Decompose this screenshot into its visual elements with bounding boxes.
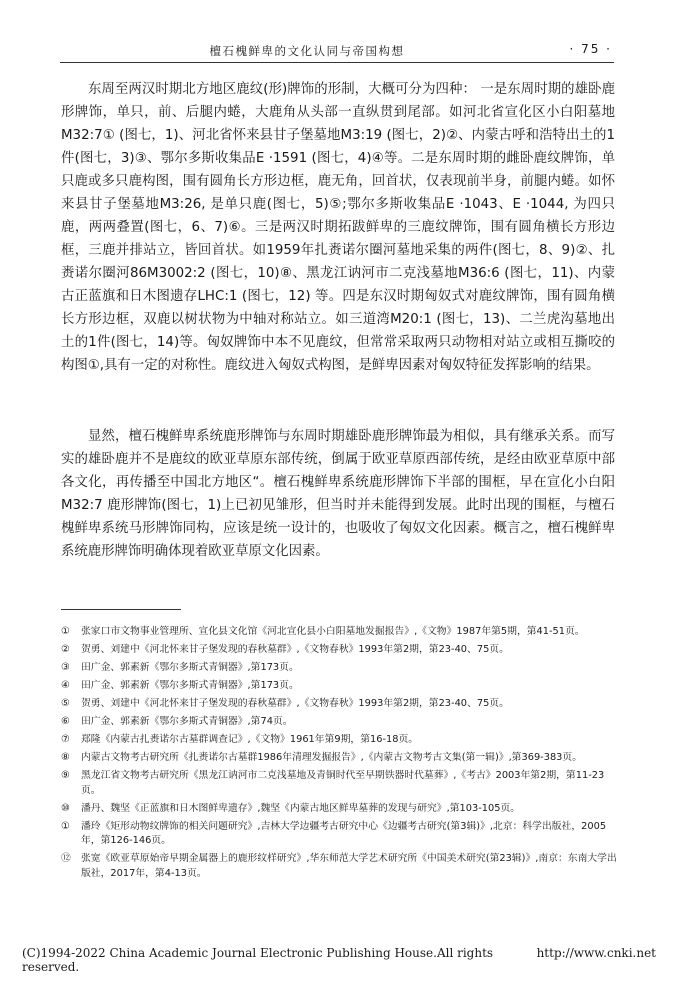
footnote-marker: ①	[61, 626, 70, 637]
footnote-marker: ②	[61, 644, 70, 655]
publisher-url[interactable]: http://www.cnki.net	[536, 946, 656, 960]
footnote-marker: ⑥	[61, 716, 70, 727]
copyright-footer	[22, 946, 656, 974]
page-number: · 75 ·	[569, 42, 612, 56]
footnote-text: 田广金、郭素新《鄂尔多斯式青铜器》,第173页。	[81, 680, 299, 691]
copyright-notice: (C)1994-2022 China Academic Journal Electronic Publishing House.All rights reserved.	[22, 946, 494, 974]
footnote-text: 田广金、郭素新《鄂尔多斯式青铜器》,第74页。	[81, 716, 293, 727]
footnote	[61, 661, 621, 676]
footnote	[61, 751, 621, 766]
footnote-marker: ⑩	[61, 802, 70, 814]
footnote	[61, 625, 621, 640]
footnote	[61, 820, 621, 849]
footnote	[61, 852, 621, 881]
running-header	[60, 40, 614, 64]
footnote	[61, 679, 621, 694]
footnote-text: 张宽《欧亚草原始帝早期金属器上的鹿形纹样研究》,华东师范大学艺术研究所《中国美术研究(第23辑)》,南京：东南大学出版社，2017年，第4-13页。	[81, 853, 617, 879]
footnote	[61, 643, 621, 658]
footnote-marker: ⑦	[61, 734, 70, 745]
paragraph-text: 显然，檀石槐鲜卑系统鹿形牌饰与东周时期雄卧鹿形牌饰最为相似，具有继承关系。而写实的雄卧鹿并不是鹿纹的欧亚草原东部传统，倒属于欧亚草原西部传统，是经由欧亚草原中部各文化，再传播至中国北方地区“。檀石槐鲜卑系统鹿形牌饰下半部的围框，早在宣化小白阳M32:7 鹿形牌饰(图七，1)上已初见雏形，但当时并未能得到发展。此时出现的围框，与檀石槐鲜卑系统马形牌饰同构，应该是统一设计的，也吸收了匈奴文化因素。概言之，檀石槐鲜卑系统鹿形牌饰明确体现着欧亚草原文化因素。	[61, 429, 615, 559]
paragraph-text: 东周至两汉时期北方地区鹿纹(形)牌饰的形制，大概可分为四种： 一是东周时期的雄卧鹿形牌饰，单只，前、后腿内蜷，大鹿角从头部一直纵贯到尾部。如河北省宣化区小白阳墓地M32:7① (图七，1)、河北省怀来县甘子堡墓地M3:19 (图七，2)②、内蒙古呼和浩特出土的1件(图七，3)③、鄂尔多斯收集品E ·1591 (图七，4)④等。二是东周时期的雌卧鹿纹牌饰，单只鹿或多只鹿构图，围有圆角长方形边框，鹿无角，回首状，仅表现前半身，前腿内蜷。如怀来县甘子堡墓地M3:26, 是单只鹿(图七，5)⑤;鄂尔多斯收集品E ·1043、E ·1044, 为四只鹿，两两叠置(图七，6、7)⑥。三是两汉时期拓跋鲜卑的三鹿纹牌饰，围有圆角横长方形边框，三鹿并排站立，皆回首状。如1959年扎赉诺尔圈河墓地采集的两件(图七，8、9)②、扎赉诺尔圈河86M3002:2 (图七，10)⑧、黑龙江讷河市二克浅墓地M36:6 (图七，11)、内蒙古正蓝旗和日木图遗存LHC:1 (图七，12) 等。四是东汉时期匈奴式对鹿纹牌饰，围有圆角横长方形边框，双鹿以树状物为中轴对称站立。如三道湾M20:1 (图七，13)、二兰虎沟墓地出土的1件(图七，14)等。匈奴牌饰中本不见鹿纹，但常常采取两只动物相对站立或相互撕咬的构图①,具有一定的对称性。鹿纹进入匈奴式构图，是鲜卑因素对匈奴特征发挥影响的结果。	[61, 82, 615, 373]
footnote	[61, 769, 621, 798]
footnote-marker: ③	[61, 662, 70, 673]
footnotes-list	[61, 625, 621, 885]
body-paragraph-2	[61, 425, 615, 563]
footnote-text: 郑隆《内蒙古扎赉诺尔古墓群调查记》,《文物》1961年第9期，第16-18页。	[81, 734, 419, 745]
footnote-text: 田广金、郭素新《鄂尔多斯式青铜器》,第173页。	[81, 662, 299, 673]
footnote-marker: ⑧	[61, 752, 70, 763]
footnote-text: 潘丹、魏坚《正蓝旗和日木图鲜卑遗存》,魏坚《内蒙古地区鲜卑墓葬的发现与研究》,第103-105页。	[81, 802, 521, 814]
footnote-marker: ⑫	[61, 853, 71, 864]
footnote-marker: ⑤	[61, 698, 70, 709]
footnote-text: 贺勇、刘建中《河北怀来甘子堡发现的春秋墓群》,《文物春秋》1993年第2期，第23-40、75页。	[81, 698, 509, 709]
header-rule	[60, 62, 614, 63]
footnote-marker: ①	[61, 820, 70, 832]
footnote	[61, 802, 621, 817]
footnote	[61, 733, 621, 748]
footnote-text: 内蒙古文物考古研究所《扎赉诺尔古墓群1986年清理发掘报告》,《内蒙古文物考古文集(第一辑)》,第369-383页。	[81, 752, 583, 763]
footnote-text: 潘玲《矩形动物纹牌饰的相关问题研究》,吉林大学边疆考古研究中心《边疆考古研究(第3辑)》,北京：科学出版社，2005年，第126-146页。	[81, 820, 607, 846]
footnote-text: 张家口市文物事业管理所、宣化县文化馆《河北宣化县小白阳墓地发掘报告》,《文物》1987年第5期，第41-51页。	[81, 626, 585, 637]
body-paragraph-1	[61, 78, 615, 377]
footnote-text: 贺勇、刘建中《河北怀来甘子堡发现的春秋墓群》,《文物春秋》1993年第2期，第23-40、75页。	[81, 644, 509, 655]
footnote-text: 黑龙江省文物考古研究所《黑龙江讷河市二克浅墓地及青铜时代至早期铁器时代墓葬》,《考古》2003年第2期，第11-23页。	[81, 770, 605, 796]
footnote-separator	[61, 609, 181, 610]
running-title: 檀石槐鲜卑的文化认同与帝国构想	[209, 44, 405, 58]
footnote	[61, 697, 621, 712]
footnote	[61, 715, 621, 730]
footnote-marker: ④	[61, 680, 70, 691]
footnote-marker: ⑨	[61, 770, 70, 781]
